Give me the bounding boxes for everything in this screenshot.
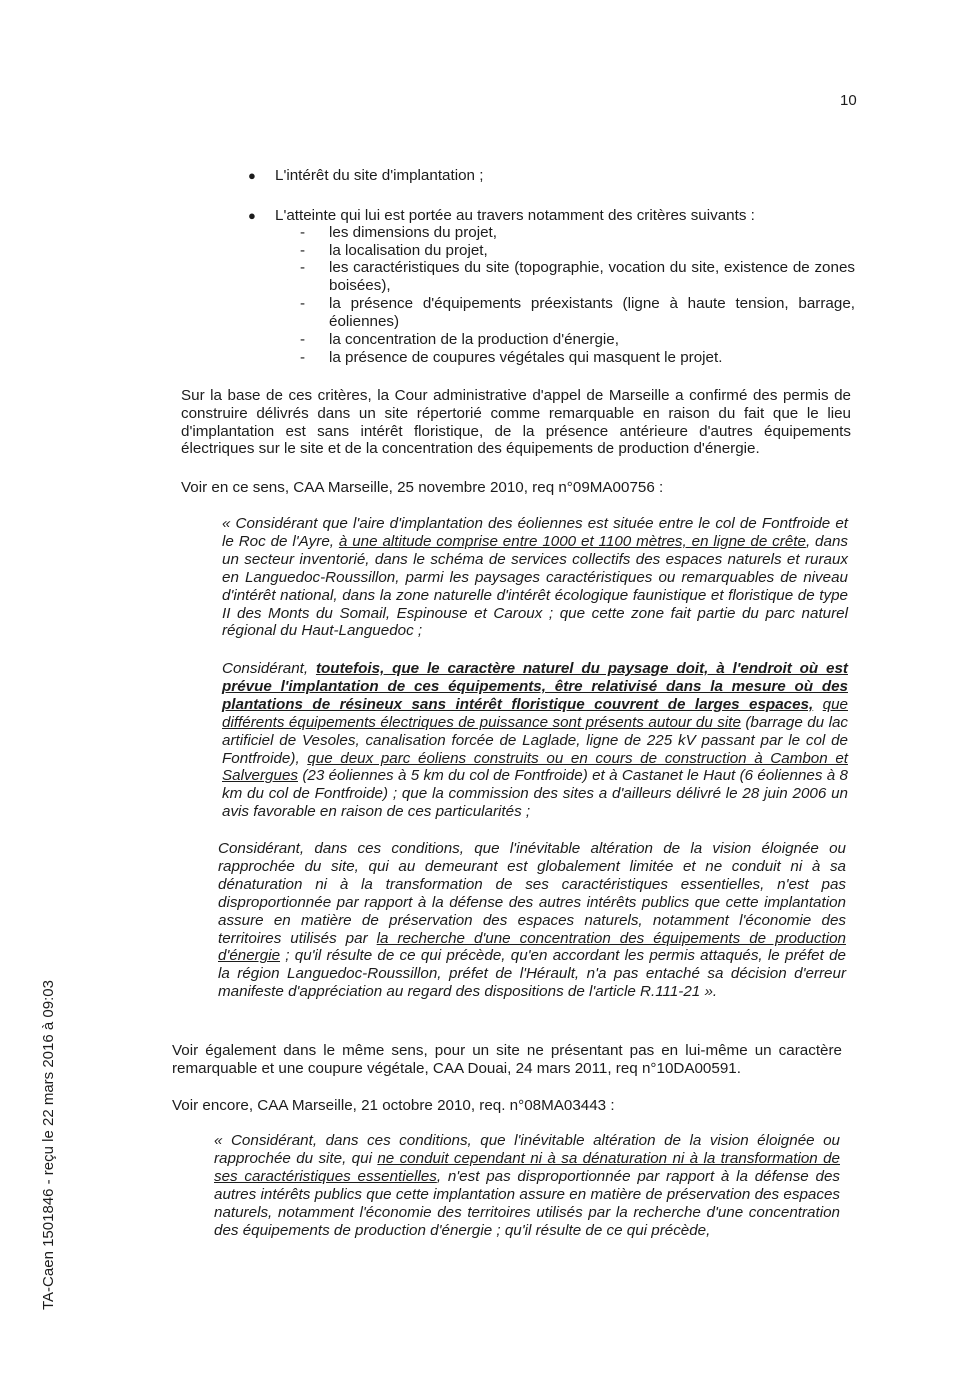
criteria-item: - les dimensions du projet, <box>300 224 855 242</box>
quote-paragraph <box>222 515 848 640</box>
quote-text: , dans un secteur inventorié, dans le schéma de services collectifs des espaces naturels et ruraux en Languedoc-Roussillon, parmi les paysages caractéristiques ou remarquables de niveau d'intérêt national, dans la zone naturelle d'intérêt écologique faunistique et floristique de type II des Monts du Somail, Espinouse et Caroux ; que cette zone fait partie du parc naturel régional du Haut-Languedoc ; <box>222 532 848 640</box>
criteria-item: - les caractéristiques du site (topographie, vocation du site, existence de zones boisées), <box>300 259 855 294</box>
reception-stamp: TA-Caen 1501846 - reçu le 22 mars 2016 à 09:03 <box>40 980 57 1310</box>
quote-paragraph <box>222 660 848 821</box>
criteria-item: - la présence de coupures végétales qui masquent le projet. <box>300 349 855 367</box>
quote-text: (barrage du lac artificiel de Vesoles, canalisation forcée de Laglade, ligne de 225 kV passant par le col de Fontfroide), <box>222 713 848 767</box>
bullet-icon: ● <box>248 168 256 183</box>
citation-reference: Voir en ce sens, CAA Marseille, 25 novembre 2010, req n°09MA00756 : <box>181 479 664 496</box>
underlined-quote-text: ne conduit cependant ni à sa dénaturation ni à la transformation de ses caractéristiques essentielles <box>214 1149 840 1185</box>
page-number: 10 <box>840 92 857 109</box>
underlined-quote-text: que différents équipements électriques de puissance sont présents autour du site <box>222 695 848 731</box>
quote-text: ; qu'il résulte de ce qui précède, qu'en accordant les permis attaqués, le préfet de la région Languedoc-Roussillon, préfet de l'Hérault, n'a pas entaché sa décision d'erreur manifeste d'appréciation au regard des dispositions de l'article R.111-21 ». <box>218 947 846 1001</box>
quote-text: Considérant, dans ces conditions, que l'inévitable altération de la vision éloignée ou rapprochée du site, qui au demeurant est globalement limitée et ne conduit ni à sa dénaturation ni à la transformation de ses caractéristiques essentielles, n'est pas disproportionnée par rapport à la défense des autres intérêts publics que cette implantation assure en matière de préservation des espaces naturels, notamment l'économie des territoires utilisés par <box>218 840 846 947</box>
criteria-item: - la localisation du projet, <box>300 242 855 260</box>
criteria-item: - la présence d'équipements préexistants (ligne à haute tension, barrage, éoliennes) <box>300 295 855 330</box>
criteria-list <box>300 224 855 366</box>
paragraph-reference: Voir également dans le même sens, pour un site ne présentant pas en lui-même un caractère remarquable et une coupure végétale, CAA Douai, 24 mars 2011, req n°10DA00591. <box>172 1042 842 1077</box>
emphasized-quote-text: toutefois, que le caractère naturel du paysage doit, à l'endroit où est prévue l'implantation de ces équipements, être relativisé dans la mesure où des plantations de résineux sans intérêt floristique couvrent de larges espaces, <box>222 660 848 713</box>
quote-paragraph <box>218 840 846 1001</box>
quote-text: (23 éoliennes à 5 km du col de Fontfroide) et à Castanet le Haut (6 éoliennes à 8 km du col de Fontfroide) ; que la commission des sites a d'ailleurs délivré le 28 juin 2006 un avis favorable en raison de ces particularités ; <box>222 767 848 821</box>
underlined-quote-text: à une altitude comprise entre 1000 et 1100 mètres, en ligne de crête <box>338 532 806 550</box>
underlined-quote-text: que deux parc éoliens construits ou en cours de construction à Cambon et Salvergues <box>222 749 848 785</box>
quote-paragraph <box>214 1132 840 1239</box>
criteria-item: - la concentration de la production d'énergie, <box>300 331 855 349</box>
quote-text: « Considérant, dans ces conditions, que l'inévitable altération de la vision éloignée ou rapprochée du site, qui <box>214 1132 840 1167</box>
citation-reference: Voir encore, CAA Marseille, 21 octobre 2010, req. n°08MA03443 : <box>172 1097 615 1114</box>
quote-text <box>813 696 822 713</box>
paragraph-summary: Sur la base de ces critères, la Cour administrative d'appel de Marseille a confirmé des permis de construire délivrés dans un site répertorié comme remarquable en raison du fait que le lieu d'implantation est sans intérêt floristique, de la présence antérieure d'autres équipements électriques sur le site et de la concentration des équipements de production d'énergie. <box>181 387 851 458</box>
quote-text: Considérant, <box>222 660 316 677</box>
bullet-icon: ● <box>248 208 256 223</box>
quote-text: « Considérant que l'aire d'implantation des éoliennes est située entre le col de Fontfroide et le Roc de l'Ayre, <box>222 515 848 550</box>
quote-text: , n'est pas disproportionnée par rapport à la défense des autres intérêts publics que cette implantation assure en matière de préservation des espaces naturels, notamment l'économie des territoires utilisés par la recherche d'une concentration des équipements de production d'énergie ; qu'il résulte de ce qui précède, <box>214 1167 840 1239</box>
bullet-text: L'intérêt du site d'implantation ; <box>275 167 484 184</box>
bullet-text: L'atteinte qui lui est portée au travers notamment des critères suivants : <box>275 207 755 224</box>
underlined-quote-text: la recherche d'une concentration des équipements de production d'énergie <box>218 929 846 965</box>
